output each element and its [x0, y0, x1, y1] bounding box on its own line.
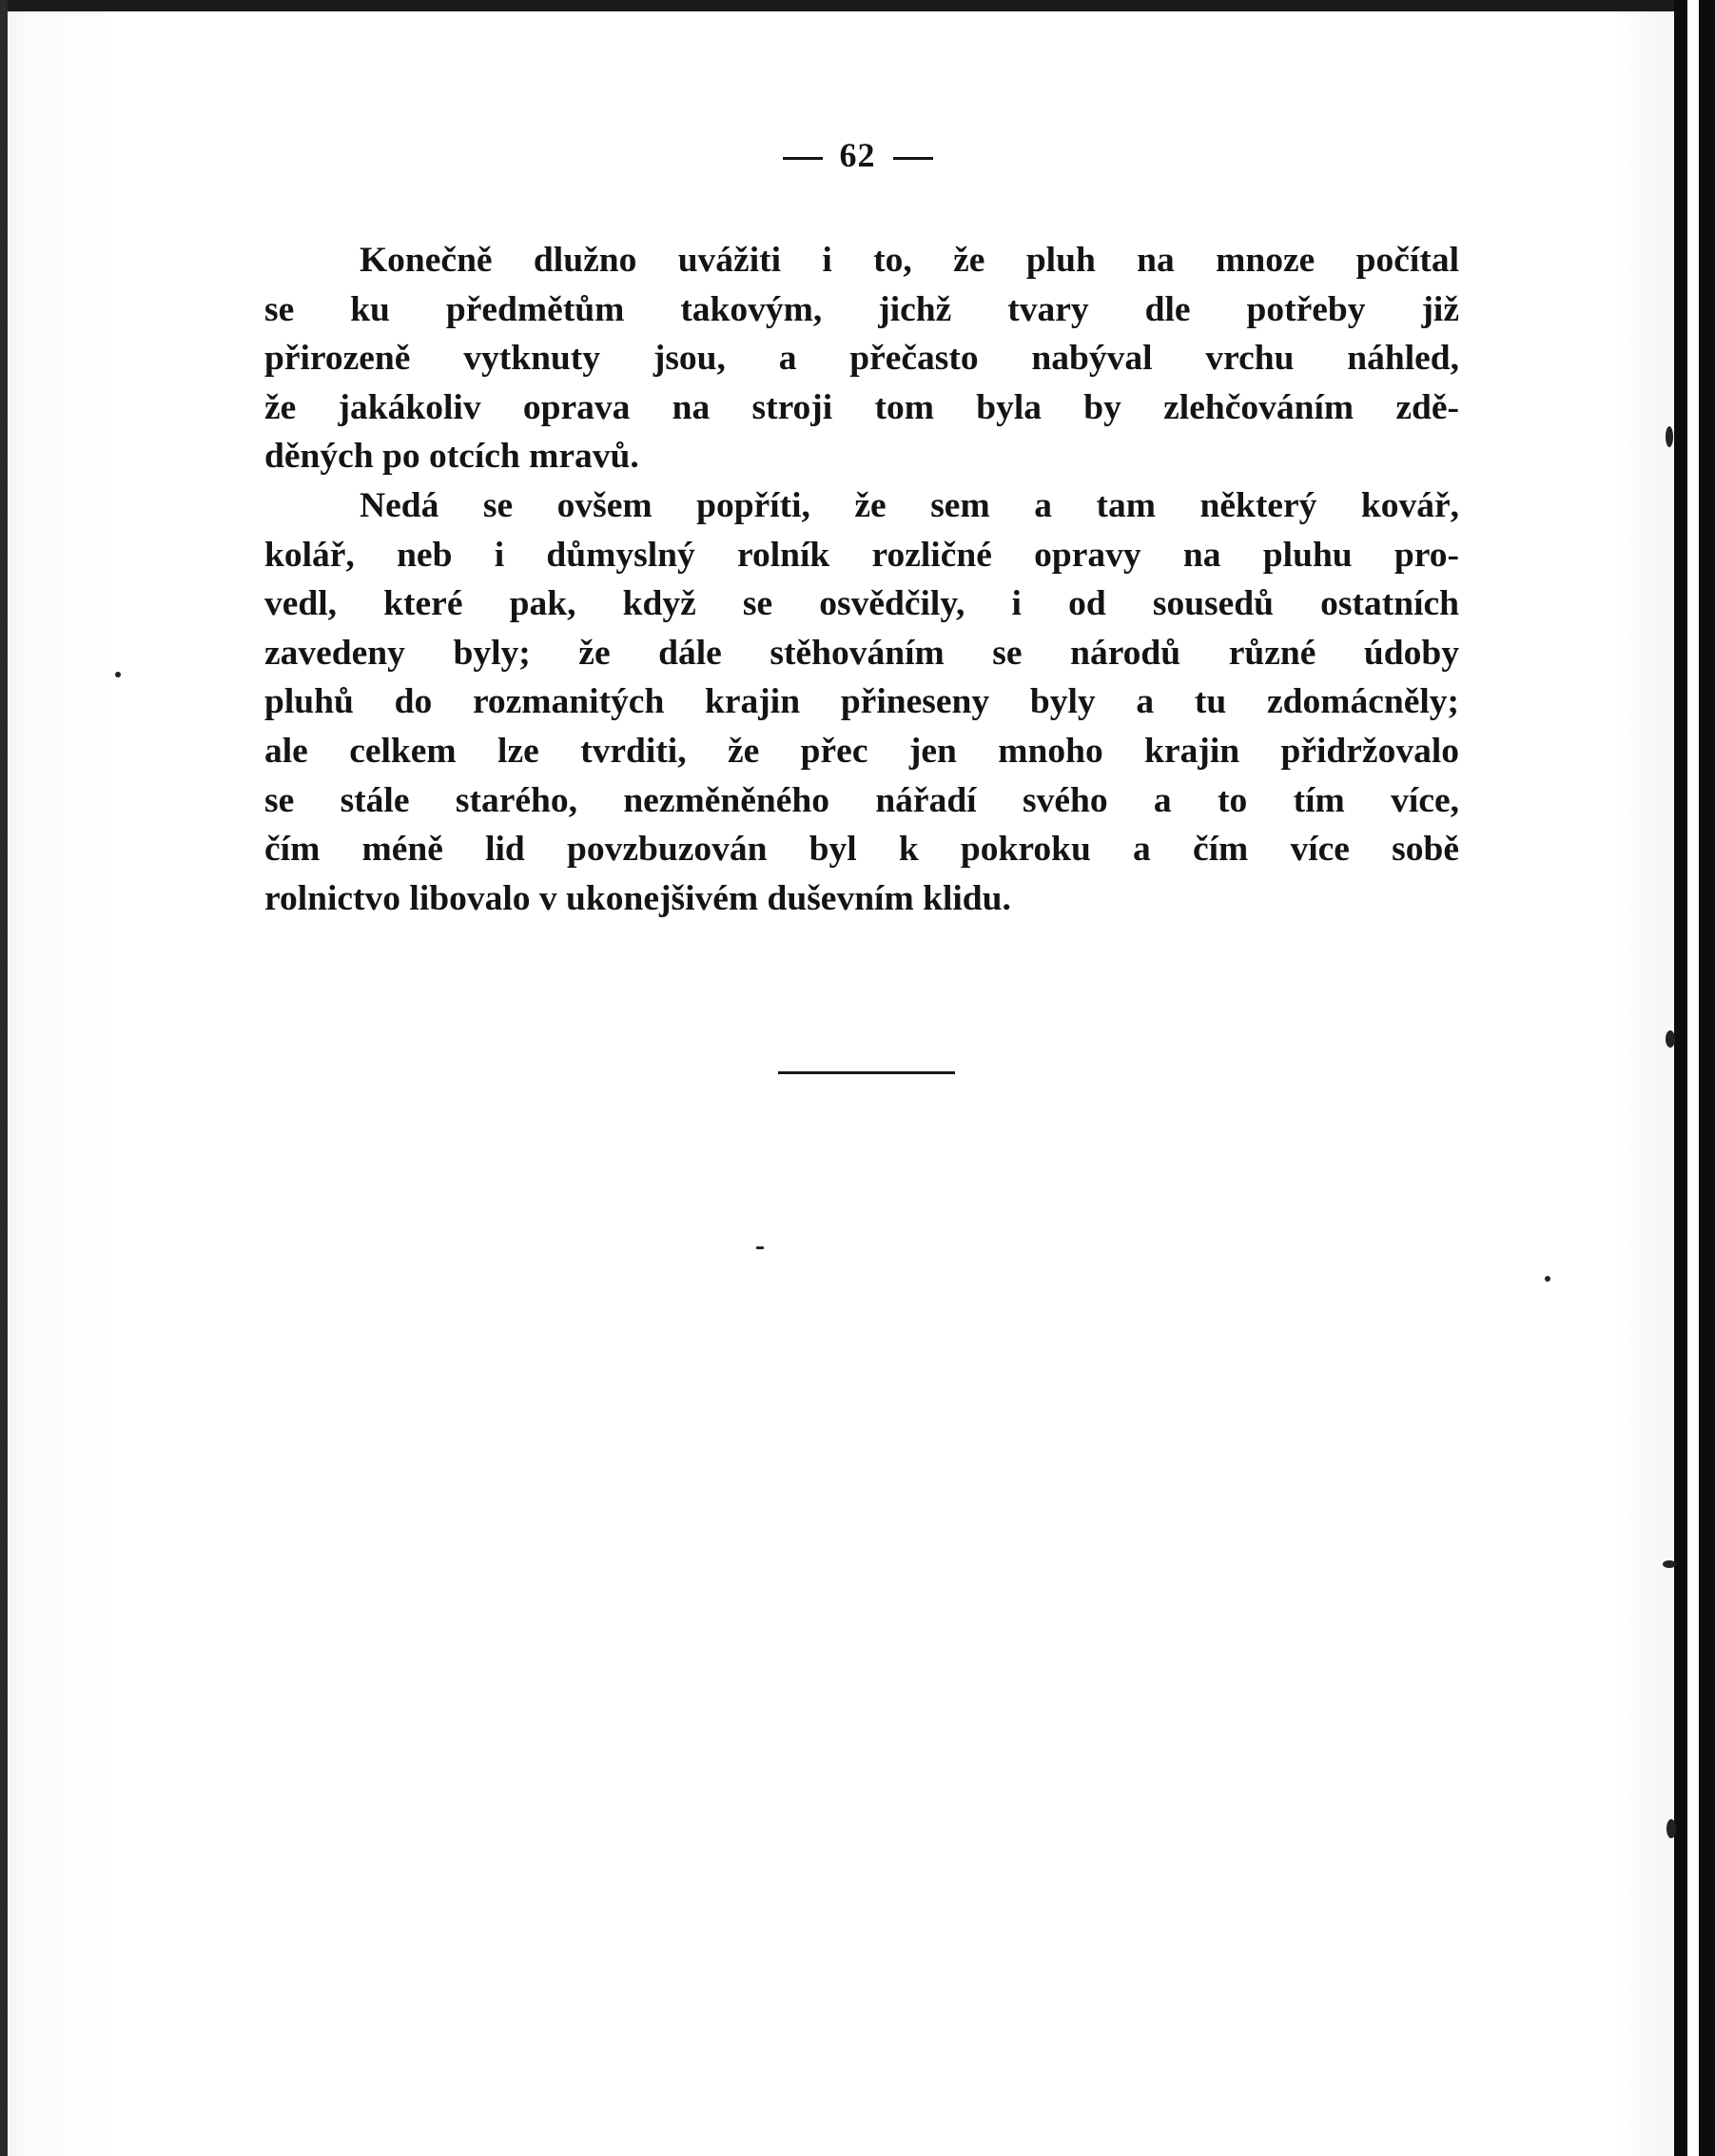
text-line: Konečně dlužno uvážiti i to, že pluh na mnoze počítal — [360, 241, 1459, 280]
text-line: zavedeny byly; že dále stěhováním se národů různé údoby — [264, 633, 1459, 673]
text-line: děných po otcích mravů. — [264, 437, 639, 477]
scan-speck — [1663, 1560, 1676, 1568]
text-line: že jakákoliv oprava na stroji tom byla by zlehčováním zdě- — [264, 387, 1459, 427]
scan-speck — [115, 672, 121, 677]
scan-right-edge — [1674, 0, 1715, 2156]
text-line: přirozeně vytknuty jsou, a přečasto nabýval vrchu náhled, — [264, 339, 1459, 379]
scan-speck — [1545, 1276, 1550, 1282]
text-line: vedl, které pak, když se osvědčily, i od sousedů ostatních — [264, 584, 1459, 624]
scan-binding-shadow — [1674, 0, 1687, 2156]
scan-speck — [1666, 1030, 1675, 1048]
text-line: rolnictvo libovalo v ukonejšivém duševním klidu. — [264, 878, 1011, 918]
page-number-dash-right — [893, 157, 933, 160]
scan-speck — [1666, 426, 1673, 447]
page-number — [0, 135, 1715, 175]
scan-left-edge — [0, 0, 8, 2156]
scan-speck — [756, 1246, 764, 1249]
text-line: kolář, neb i důmyslný rolník rozličné opravy na pluhu pro- — [264, 535, 1459, 575]
paragraph-1 — [264, 236, 1459, 481]
page-number-value: 62 — [839, 136, 876, 174]
scan-speck — [1666, 1819, 1676, 1838]
text-line: se ku předmětům takovým, jichž tvary dle potřeby již — [264, 289, 1459, 329]
text-line: Nedá se ovšem popříti, že sem a tam některý kovář, — [360, 485, 1459, 525]
text-line: se stále starého, nezměněného nářadí svého a to tím více, — [264, 780, 1459, 820]
text-line: pluhů do rozmanitých krajin přineseny byly a tu zdomácněly; — [264, 682, 1459, 722]
scan-top-edge — [0, 0, 1715, 11]
section-end-rule — [778, 1071, 955, 1074]
page-number-dash-left — [783, 157, 823, 160]
scan-outer-shadow — [1699, 0, 1715, 2156]
text-line: ale celkem lze tvrditi, že přec jen mnoho krajin přidržovalo — [264, 731, 1459, 771]
body-text — [264, 236, 1459, 923]
paragraph-2 — [264, 481, 1459, 923]
text-line: čím méně lid povzbuzován byl k pokroku a čím více sobě — [264, 830, 1459, 870]
